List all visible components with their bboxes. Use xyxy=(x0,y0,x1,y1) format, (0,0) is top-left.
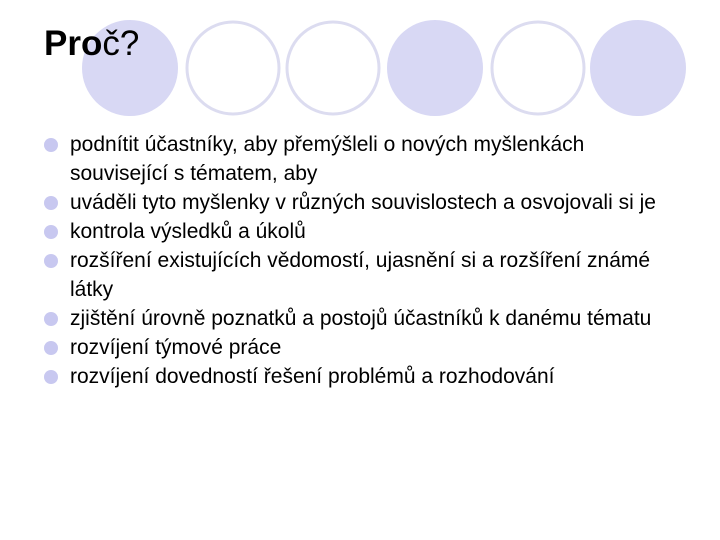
slide-title-part1: Pro xyxy=(44,24,103,63)
circle-outline-1 xyxy=(187,22,279,114)
slide-title-part2: č? xyxy=(102,24,140,63)
bullet-dot-icon xyxy=(44,254,58,268)
bullet-text: kontrola výsledků a úkolů xyxy=(70,220,306,243)
bullet-item xyxy=(44,217,684,246)
bullet-text: podnítit účastníky, aby přemýšleli o nových myšlenkách související s tématem, aby xyxy=(70,133,585,185)
bullet-dot-icon xyxy=(44,341,58,355)
circle-outline-2 xyxy=(287,22,379,114)
bullet-dot-icon xyxy=(44,225,58,239)
bullet-item xyxy=(44,246,684,304)
bullet-dot-icon xyxy=(44,312,58,326)
bullet-item xyxy=(44,333,684,362)
bullet-item xyxy=(44,362,684,391)
bullet-dot-icon xyxy=(44,138,58,152)
decorative-circles xyxy=(0,0,720,140)
bullet-item xyxy=(44,304,684,333)
bullet-dot-icon xyxy=(44,370,58,384)
bullet-text: zjištění úrovně poznatků a postojů účastníků k danému tématu xyxy=(70,307,652,330)
circle-filled-3 xyxy=(590,20,686,116)
circle-filled-2 xyxy=(387,20,483,116)
bullet-text: uváděli tyto myšlenky v různých souvislostech a osvojovali si je xyxy=(70,191,656,214)
circle-outline-3 xyxy=(492,22,584,114)
bullet-item xyxy=(44,130,684,188)
slide-title xyxy=(44,24,139,64)
bullet-dot-icon xyxy=(44,196,58,210)
bullet-text: rozvíjení dovedností řešení problémů a rozhodování xyxy=(70,365,555,388)
bullet-text: rozvíjení týmové práce xyxy=(70,336,282,359)
bullet-list xyxy=(44,130,684,391)
bullet-text: rozšíření existujících vědomostí, ujasnění si a rozšíření známé látky xyxy=(70,249,651,301)
bullet-item xyxy=(44,188,684,217)
